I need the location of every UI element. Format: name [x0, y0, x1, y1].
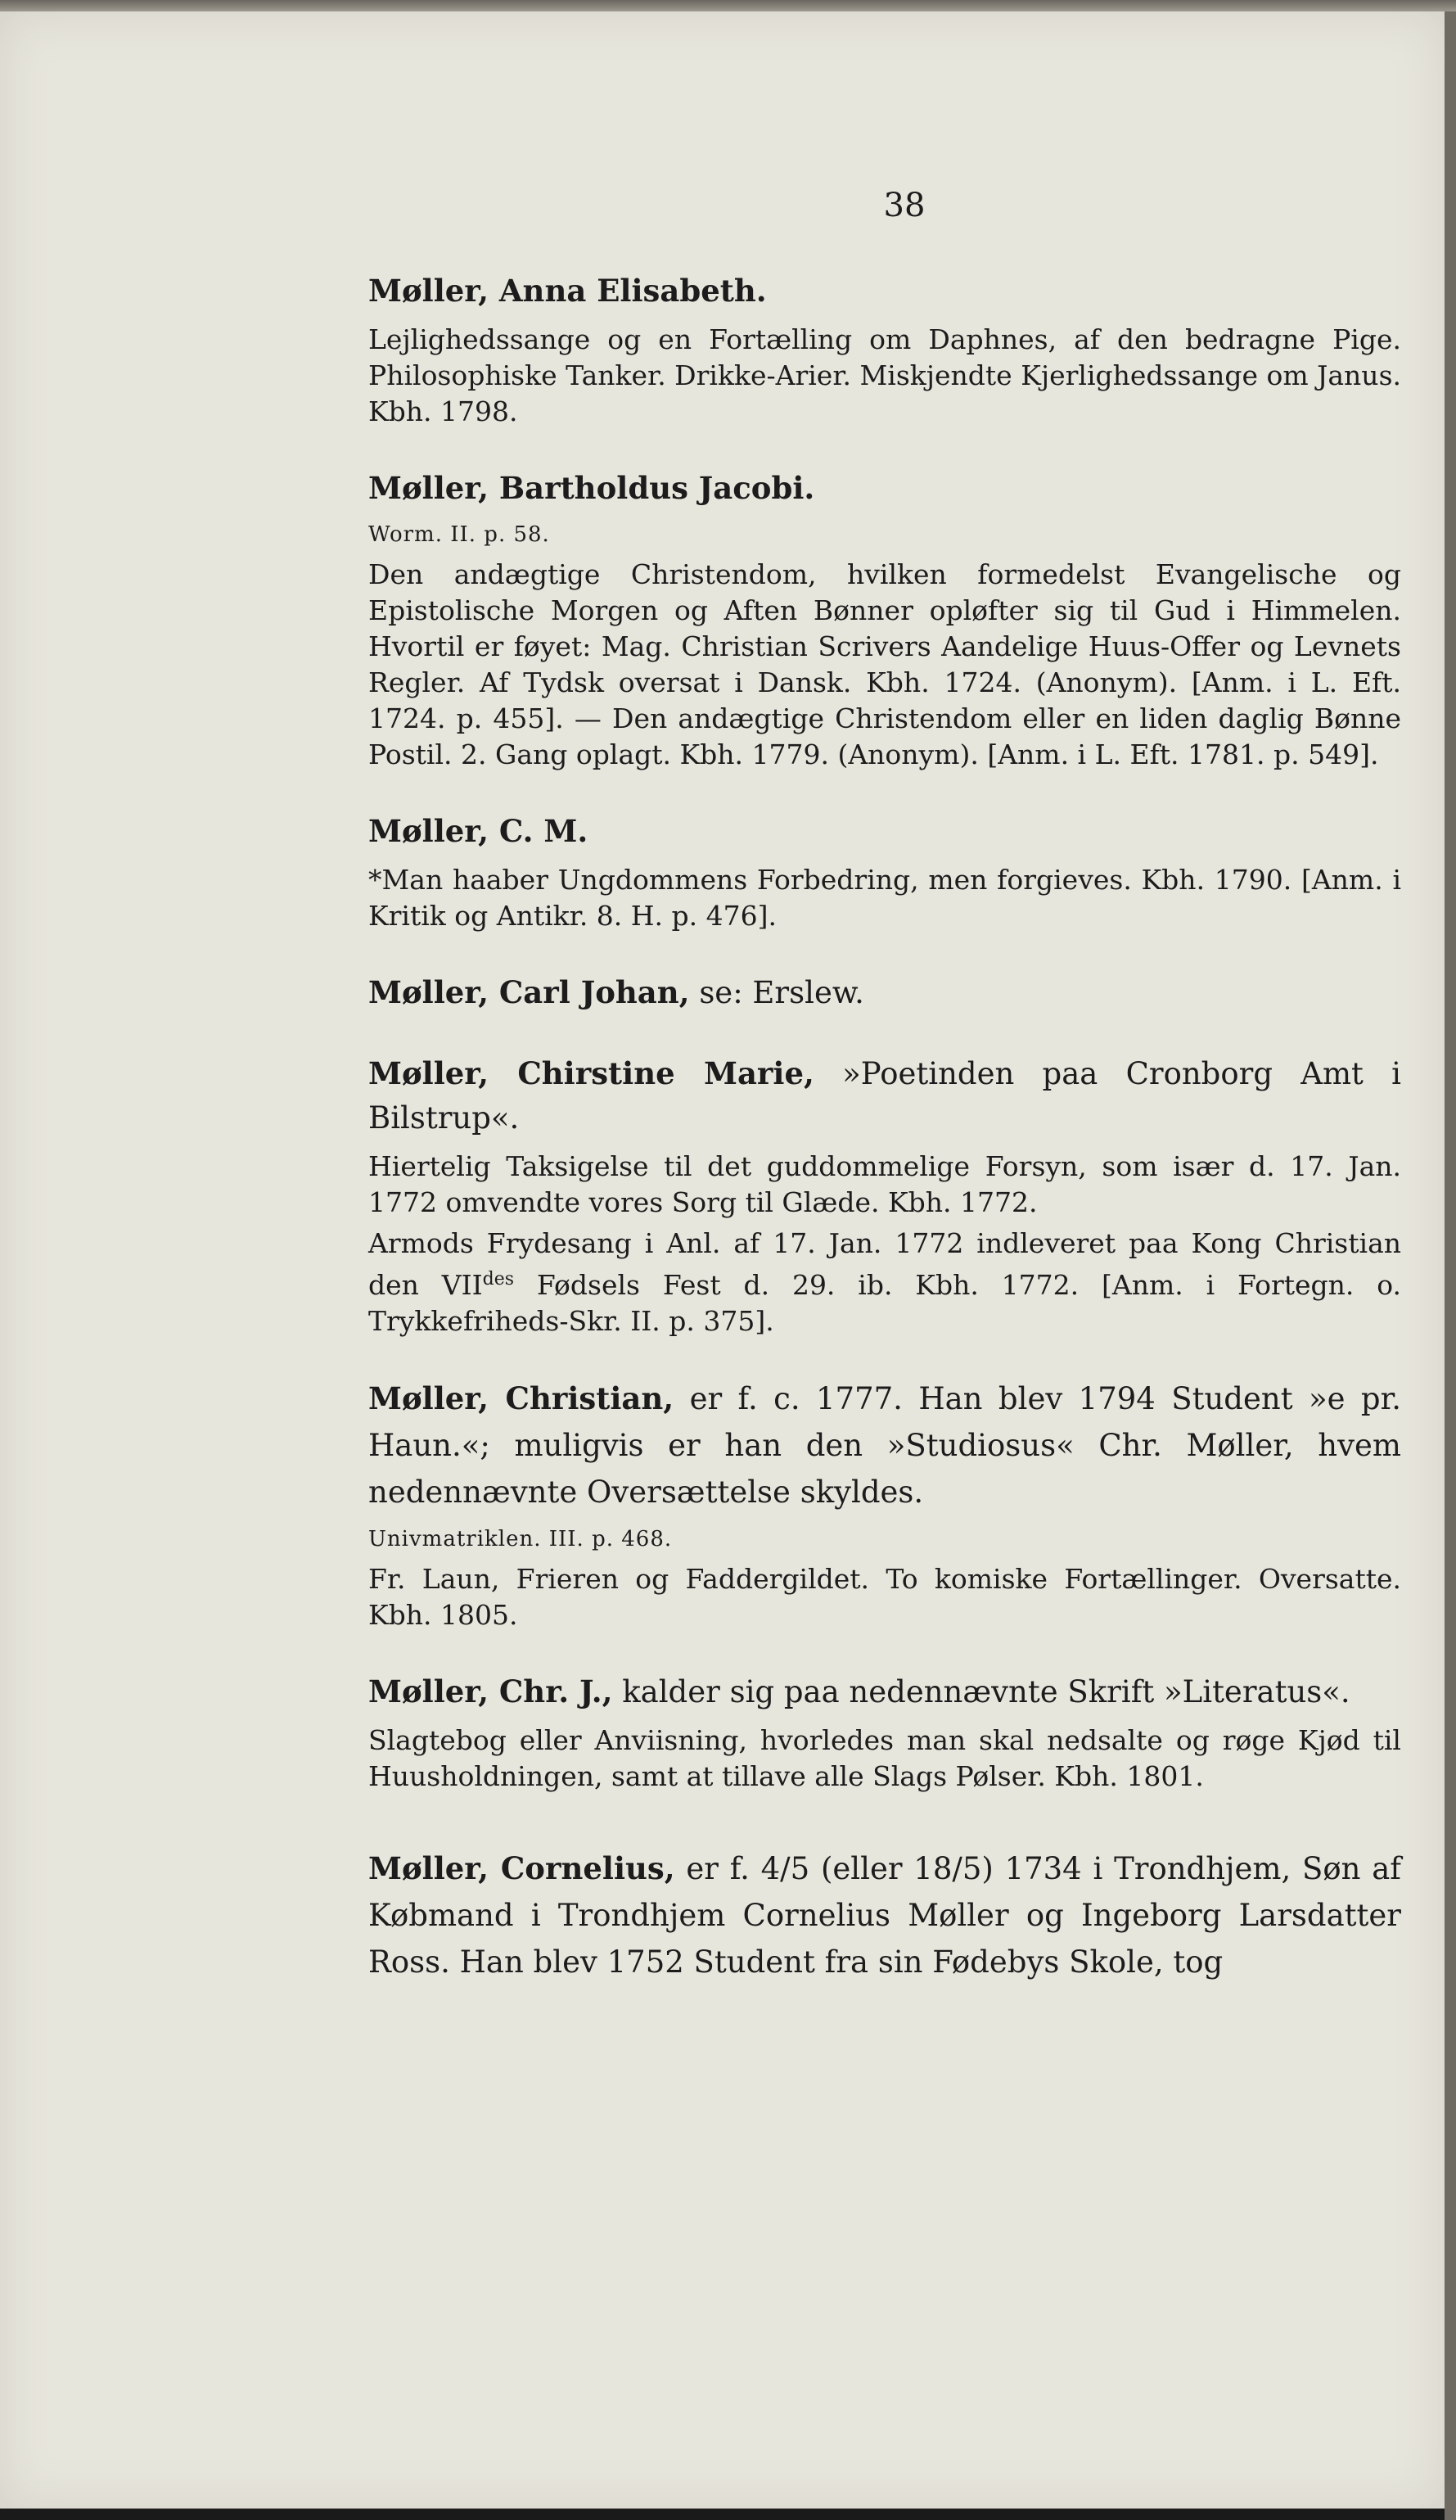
entry-name: Møller, Chirstine Marie, — [368, 1055, 814, 1091]
entry-heading — [368, 1375, 1401, 1515]
entry-heading — [368, 1669, 1401, 1714]
entry-heading — [368, 269, 1401, 314]
entry-name: Møller, Chr. J., — [368, 1673, 613, 1709]
entry-biography: er f. c. 1777. Han blev 1794 Student »e pr. Haun.«; muligvis er han den »Studiosus« Chr. Møller, hvem nedennævnte Oversættelse skyldes. — [368, 1381, 1401, 1510]
entry-name: Møller, Cornelius, — [368, 1850, 675, 1886]
entry-heading — [368, 809, 1401, 854]
entry-text-part: Fødsels Fest d. 29. ib. Kbh. 1772. [Anm. i Fortegn. o. Trykkefriheds-Skr. II. p. 375]. — [368, 1269, 1401, 1337]
entry-chr-j — [368, 1669, 1401, 1795]
entry-description: kalder sig paa nedennævnte Skrift »Literatus«. — [622, 1674, 1350, 1709]
entry-name: Møller, C. M. — [368, 813, 588, 849]
page-number: 38 — [883, 187, 926, 224]
entry-biography: ) 1734 i Trondhjem, Søn af Købmand i Trondhjem Cornelius Møller og Ingeborg Larsdatter Ross. Han blev 1752 Student fra sin Fødebys Skole, tog — [368, 1851, 1401, 1980]
entry-name: Møller, Anna Elisabeth. — [368, 273, 767, 309]
entry-text-part: Armods Frydesang i Anl. af 17. Jan. 1772 indleveret paa Kong Christian den VII — [368, 1227, 1401, 1301]
entry-text — [368, 1226, 1401, 1339]
page-content — [368, 269, 1401, 2021]
scan-right-edge — [1445, 11, 1456, 2520]
entry-text: Hiertelig Taksigelse til det guddommelige Forsyn, som især d. 17. Jan. 1772 omvendte vores Sorg til Glæde. Kbh. 1772. — [368, 1150, 1401, 1218]
entry-chirstine-marie — [368, 1051, 1401, 1339]
entry-text: *Man haaber Ungdommens Forbedring, men forgieves. Kbh. 1790. [Anm. i Kritik og Antikr. 8. H. p. 476]. — [368, 864, 1401, 932]
entry-text-part: er f. — [686, 1851, 761, 1886]
entry-name: Møller, Christian, — [368, 1380, 674, 1416]
entry-heading — [368, 1051, 1401, 1140]
entry-text: Lejlighedssange og en Fortælling om Daphnes, af den bedragne Pige. Philosophiske Tanker. Drikke-Arier. Miskjendte Kjerlighedssange om Janus. Kbh. 1798. — [368, 323, 1401, 427]
entry-heading — [368, 466, 1401, 511]
entry-name: Møller, Bartholdus Jacobi. — [368, 470, 815, 506]
entry-c-m — [368, 809, 1401, 934]
entry-heading — [368, 1845, 1401, 1985]
entry-text-part: (eller — [809, 1851, 914, 1886]
entry-carl-johan — [368, 970, 1401, 1015]
entry-bartholdus-jacobi — [368, 466, 1401, 773]
entry-cross-reference: se: Erslew. — [699, 975, 864, 1010]
date-fraction: 4/5 — [760, 1851, 810, 1886]
entry-epithet: »Poetinden paa Cronborg Amt i Bilstrup«. — [368, 1056, 1401, 1136]
entry-anna-elisabeth — [368, 269, 1401, 430]
date-fraction: 18/5 — [913, 1851, 982, 1886]
superscript: des — [482, 1269, 515, 1289]
entry-reference: Univmatriklen. III. p. 468. — [368, 1527, 673, 1551]
entry-name: Møller, Carl Johan, — [368, 974, 690, 1010]
entry-heading — [368, 970, 1401, 1015]
entry-text: Slagtebog eller Anviisning, hvorledes man skal nedsalte og røge Kjød til Huusholdningen, samt at tillave alle Slags Pølser. Kbh. 1801. — [368, 1724, 1401, 1792]
entry-reference: Worm. II. p. 58. — [368, 522, 550, 547]
entry-cornelius — [368, 1845, 1401, 1985]
entry-text: Den andægtige Christendom, hvilken formedelst Evangelische og Epistolische Morgen og Aften Bønner opløfter sig til Gud i Himmelen. Hvortil er føyet: Mag. Christian Scrivers Aandelige Huus-Offer og Levnets Regler. Af Tydsk oversat i Dansk. Kbh. 1724. (Anonym). [Anm. i L. Eft. 1724. p. 455]. — Den andægtige Christendom eller en liden daglig Bønne Postil. 2. Gang oplagt. Kbh. 1779. (Anonym). [Anm. i L. Eft. 1781. p. 549]. — [368, 558, 1401, 770]
entry-text: Fr. Laun, Frieren og Faddergildet. To komiske Fortællinger. Oversatte. Kbh. 1805. — [368, 1563, 1401, 1631]
entry-christian — [368, 1375, 1401, 1633]
